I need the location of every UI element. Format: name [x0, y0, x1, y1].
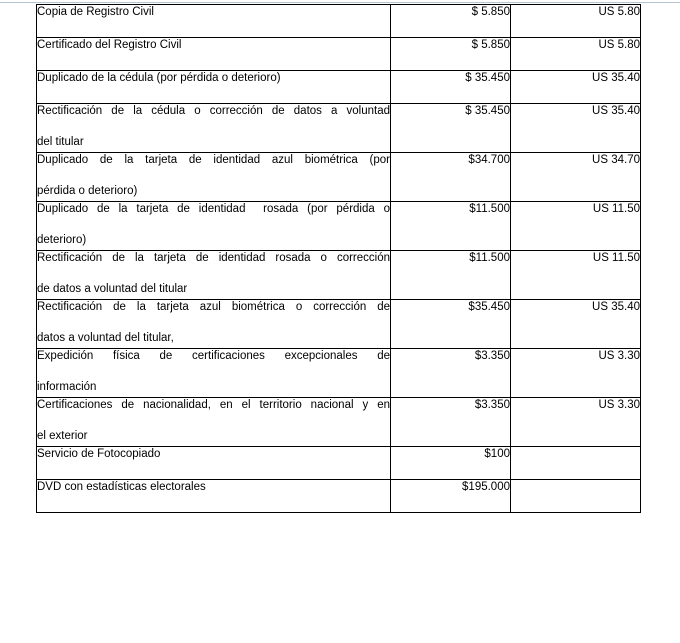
fee-description-line: Copia de Registro Civil [37, 6, 154, 18]
fee-description-cell [37, 153, 391, 202]
fee-description-line: Duplicado de la tarjeta de identidad rosada (por pérdida o [37, 203, 390, 215]
table-row [37, 71, 641, 104]
fee-amount-cop-cell: $35.450 [391, 300, 511, 349]
fee-description-line: Rectificación de la cédula o corrección de datos a voluntad [37, 105, 390, 117]
fee-description-cell [37, 104, 391, 153]
table-row [37, 251, 641, 300]
fee-description-line: Servicio de Fotocopiado [37, 448, 161, 460]
fee-amount-usd-cell: US 3.30 [511, 349, 641, 398]
fee-table-body [37, 5, 641, 513]
fee-amount-usd-cell: US 35.40 [511, 104, 641, 153]
fee-description-cell [37, 71, 391, 104]
fee-description-line: del titular [37, 136, 84, 148]
table-row [37, 300, 641, 349]
fee-description-line: información [37, 381, 97, 393]
fee-amount-usd-cell: US 11.50 [511, 202, 641, 251]
table-row [37, 349, 641, 398]
table-row [37, 202, 641, 251]
fee-amount-cop-cell: $11.500 [391, 202, 511, 251]
fee-schedule-table [36, 4, 641, 513]
fee-amount-cop-cell: $3.350 [391, 349, 511, 398]
fee-description-line: el exterior [37, 430, 88, 442]
fee-amount-usd-cell: US 34.70 [511, 153, 641, 202]
fee-description-cell [37, 398, 391, 447]
page-top-rule [0, 2, 680, 3]
fee-description-line: Expedición física de certificaciones excepcionales de [37, 350, 390, 362]
fee-amount-cop-cell: $11.500 [391, 251, 511, 300]
fee-description-line: Duplicado de la cédula (por pérdida o deterioro) [37, 72, 281, 84]
fee-amount-usd-cell: US 35.40 [511, 71, 641, 104]
fee-amount-usd-cell [511, 480, 641, 513]
fee-description-cell [37, 202, 391, 251]
table-row [37, 447, 641, 480]
fee-amount-usd-cell: US 5.80 [511, 5, 641, 38]
fee-amount-cop-cell: $100 [391, 447, 511, 480]
fee-description-cell [37, 251, 391, 300]
fee-description-line: datos a voluntad del titular, [37, 332, 174, 344]
fee-description-cell [37, 480, 391, 513]
fee-amount-usd-cell: US 3.30 [511, 398, 641, 447]
fee-amount-cop-cell: $195.000 [391, 480, 511, 513]
fee-amount-usd-cell [511, 447, 641, 480]
fee-description-line: Duplicado de la tarjeta de identidad azul biométrica (por [37, 154, 390, 166]
fee-description-line: DVD con estadísticas electorales [37, 481, 206, 493]
fee-description-cell [37, 38, 391, 71]
fee-amount-cop-cell: $ 5.850 [391, 5, 511, 38]
fee-amount-usd-cell: US 5.80 [511, 38, 641, 71]
fee-amount-cop-cell: $34.700 [391, 153, 511, 202]
fee-description-cell [37, 300, 391, 349]
table-row [37, 153, 641, 202]
fee-description-cell [37, 447, 391, 480]
fee-description-cell [37, 349, 391, 398]
fee-amount-cop-cell: $3.350 [391, 398, 511, 447]
table-row [37, 38, 641, 71]
fee-description-line: pérdida o deterioro) [37, 185, 138, 197]
fee-description-cell [37, 5, 391, 38]
fee-amount-cop-cell: $ 5.850 [391, 38, 511, 71]
fee-amount-cop-cell: $ 35.450 [391, 104, 511, 153]
fee-description-line: deterioro) [37, 234, 87, 246]
fee-description-line: de datos a voluntad del titular [37, 283, 188, 295]
table-row [37, 398, 641, 447]
fee-description-line: Rectificación de la tarjeta azul biométrica o corrección de [37, 301, 390, 313]
fee-amount-usd-cell: US 35.40 [511, 300, 641, 349]
fee-amount-usd-cell: US 11.50 [511, 251, 641, 300]
fee-amount-cop-cell: $ 35.450 [391, 71, 511, 104]
table-row [37, 104, 641, 153]
table-row [37, 480, 641, 513]
document-sheet [36, 4, 640, 513]
fee-description-line: Rectificación de la tarjeta de identidad rosada o corrección [37, 252, 390, 264]
fee-description-line: Certificaciones de nacionalidad, en el territorio nacional y en [37, 399, 390, 411]
table-row [37, 5, 641, 38]
fee-description-line: Certificado del Registro Civil [37, 39, 182, 51]
